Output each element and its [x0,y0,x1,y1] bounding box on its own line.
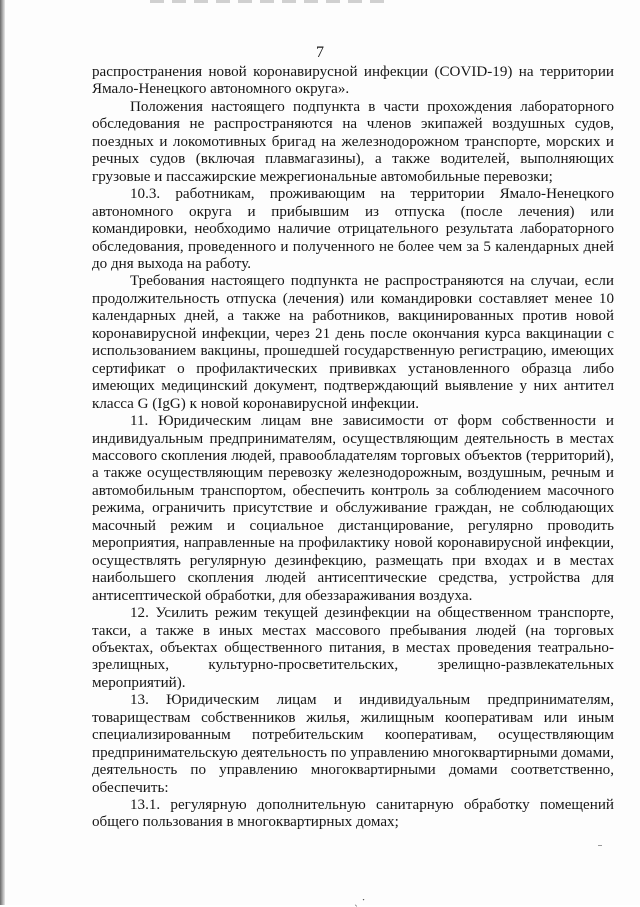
paragraph-13: 13. Юридическим лицам и индивидуальным предпринимателям, товариществам собственников жилья, жилищным кооперативам или иным специализированным потребительским кооперативам, осуществляющим предпринимательскую деятельность по управлению многоквартирными домами, деятельность по управлению многоквартирными домами соответственно, обеспечить: [92,692,614,796]
paragraph-requirements-exceptions: Требования настоящего подпункта не распространяются на случаи, если продолжительность отпуска (лечения) или командировки составляет менее 10 календарных дней, а также на работников, вакцинированных против новой коронавирусной инфекции, через 21 день после окончания курса вакцинации с использованием вакцины, прошедшей государственную регистрацию, имеющих сертификат о профилактических прививках установленного образца либо имеющих медицинский документ, подтверждающий выявление у них антител класса G (IgG) к новой коронавирусной инфекции. [92,273,614,412]
scan-edge-shadow [0,0,5,905]
page-number: 7 [316,44,324,61]
scan-speck [598,845,602,846]
scan-top-artifact [150,0,390,3]
paragraph-exemptions: Положения настоящего подпункта в части прохождения лабораторного обследования не распространяются на членов экипажей воздушных судов, поездных и локомотивных бригад на железнодорожном транспорте, морских и речных судов (включая плавмагазины), а также водителей, выполняющих грузовые и пассажирские межрегиональные автомобильные перевозки; [92,98,614,185]
document-body [92,64,614,832]
paragraph-10-3: 10.3. работникам, проживающим на территории Ямало-Ненецкого автономного округа и прибывшим из отпуска (после лечения) или командировки, необходимо наличие отрицательного результата лабораторного обследования, проведенного и полученного не более чем за 5 календарных дней до дня выхода на работу. [92,186,614,272]
paragraph-11: 11. Юридическим лицам вне зависимости от форм собственности и индивидуальным предпринимателям, осуществляющим деятельность в местах массового скопления людей, правообладателям торговых объектов (территорий), а также осуществляющим перевозку железнодорожным, воздушным, речным и автомобильным транспортом, обеспечить контроль за соблюдением масочного режима, ограничить присутствие и обслуживание граждан, не соблюдающих масочный режим и социальное дистанцирование, регулярно проводить мероприятия, направленные на профилактику новой коронавирусной инфекции, осуществлять регулярную дезинфекцию, размещать при входах и в местах наибольшего скопления людей антисептические средства, устройства для антисептической обработки, для обеззараживания воздуха. [92,413,614,604]
scan-bottom-artifact: ˎ ˑ [354,896,366,907]
paragraph-13-1: 13.1. регулярную дополнительную санитарную обработку помещений общего пользования в многоквартирных домах; [92,797,614,831]
paragraph-continuation: распространения новой коронавирусной инфекции (COVID-19) на территории Ямало-Ненецкого автономного округа». [92,64,614,98]
paragraph-12: 12. Усилить режим текущей дезинфекции на общественном транспорте, такси, а также в иных местах массового пребывания людей (на торговых объектах, объектах общественного питания, в местах проведения театрально-зрелищных, культурно-просветительских, зрелищно-развлекательных мероприятий). [92,605,614,691]
